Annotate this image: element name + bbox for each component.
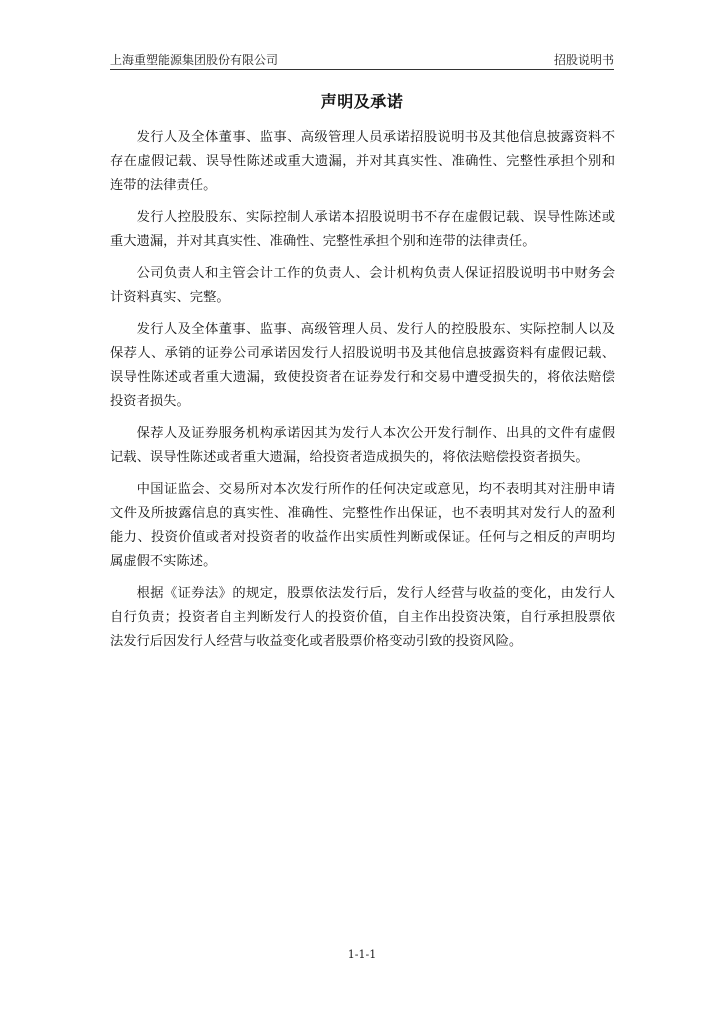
paragraph: 发行人控股股东、实际控制人承诺本招股说明书不存在虚假记载、误导性陈述或重大遗漏，并对其真实性、准确性、完整性承担个别和连带的法律责任。 <box>110 210 615 249</box>
header-document-type: 招股说明书 <box>553 53 614 67</box>
header-divider <box>110 69 614 70</box>
paragraph: 根据《证券法》的规定，股票依法发行后，发行人经营与收益的变化，由发行人自行负责；投资者自主判断发行人的投资价值，自主作出投资决策，自行承担股票依法发行后因发行人经营与收益变化或者股票价格变动引致的投资风险。 <box>110 586 615 649</box>
paragraph: 保荐人及证券服务机构承诺因其为发行人本次公开发行制作、出具的文件有虚假记载、误导性陈述或者重大遗漏，给投资者造成损失的，将依法赔偿投资者损失。 <box>110 426 615 465</box>
paragraph: 公司负责人和主管会计工作的负责人、会计机构负责人保证招股说明书中财务会计资料真实、完整。 <box>110 266 615 305</box>
page-title: 声明及承诺 <box>320 92 404 111</box>
page-number: 1-1-1 <box>347 948 377 961</box>
header-company-name: 上海重塑能源集团股份有限公司 <box>110 53 279 67</box>
page-header <box>110 49 614 69</box>
paragraph: 发行人及全体董事、监事、高级管理人员承诺招股说明书及其他信息披露资料不存在虚假记载、误导性陈述或重大遗漏，并对其真实性、准确性、完整性承担个别和连带的法律责任。 <box>110 130 615 193</box>
declaration-body <box>110 126 615 662</box>
paragraph: 发行人及全体董事、监事、高级管理人员、发行人的控股股东、实际控制人以及保荐人、承销的证券公司承诺因发行人招股说明书及其他信息披露资料有虚假记载、误导性陈述或者重大遗漏，致使投资者在证券发行和交易中遭受损失的，将依法赔偿投资者损失。 <box>110 322 615 409</box>
paragraph: 中国证监会、交易所对本次发行所作的任何决定或意见，均不表明其对注册申请文件及所披露信息的真实性、准确性、完整性作出保证，也不表明其对发行人的盈利能力、投资价值或者对投资者的收益作出实质性判断或保证。任何与之相反的声明均属虚假不实陈述。 <box>110 482 615 569</box>
